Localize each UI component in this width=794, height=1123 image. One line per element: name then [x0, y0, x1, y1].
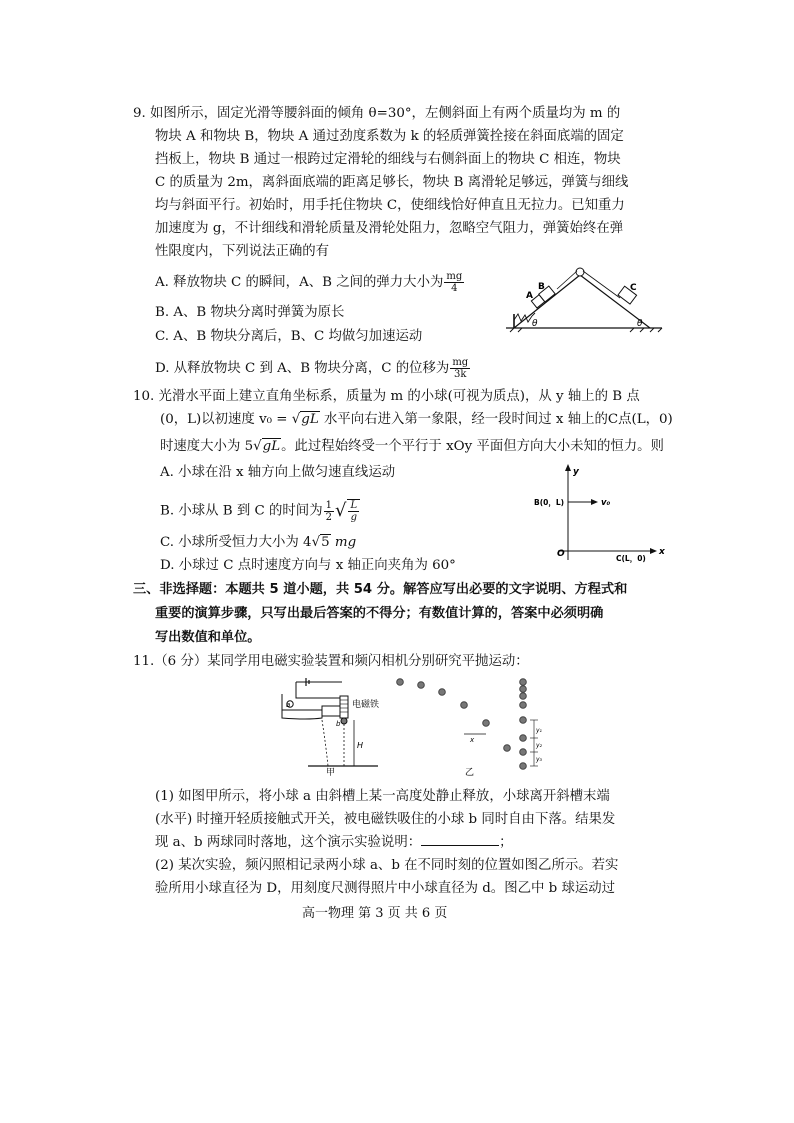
q9-option-d [155, 357, 471, 380]
q11-part1-line-3-text: 现 a、b 两球同时落地，这个演示实验说明： [155, 835, 422, 850]
y-axis-arrow-icon [565, 464, 571, 471]
q9-line-3: 挡板上，物块 B 通过一根跨过定滑轮的细线与右侧斜面上的物块 C 相连，物块 [155, 152, 621, 167]
velocity-arrow-head-icon [591, 499, 598, 505]
ball-b-position [520, 763, 527, 770]
left-slope [514, 275, 580, 328]
label-h: H [357, 741, 364, 750]
ball-b-position [520, 735, 527, 742]
q9-option-d-text: D. 从释放物块 C 到 A、B 物块分离，C 的位移为 [155, 361, 450, 376]
label-point-c: C(L，0) [616, 554, 646, 563]
section-3-line-1: 三、非选择题：本题共 5 道小题，共 54 分。解答应写出必要的文字说明、方程式和 [133, 582, 628, 597]
q10-option-c-a: C. 小球所受恒力大小为 4 [160, 535, 312, 550]
ball-a-position [483, 720, 490, 727]
ball-b-position [520, 693, 527, 700]
q10-option-b-text: B. 小球从 B 到 C 的时间为 [160, 503, 323, 519]
label-x: x [470, 736, 475, 744]
q9-option-c: C. A、B 物块分离后，B、C 均做匀加速运动 [155, 329, 423, 344]
q9-line-1: 9. 如图所示，固定光滑等腰斜面的倾角 θ=30°，左侧斜面上有两个质量均为 m 的 [133, 106, 621, 121]
ball-b-positions [520, 679, 527, 770]
q10-line-1: 10. 光滑水平面上建立直角坐标系，质量为 m 的小球(可视为质点)，从 y 轴上的 B 点 [133, 389, 640, 404]
fraction-numerator: mg [452, 357, 469, 368]
fraction-denominator: 4 [451, 283, 458, 294]
label-y2: y₂ [536, 742, 542, 749]
q9-option-d-fraction [450, 357, 470, 380]
q11-part1-line-2: (水平) 时撞开轻质接触式开关，被电磁铁吸住的小球 b 同时自由下落。结果发 [155, 812, 616, 827]
q9-line-4: C 的质量为 2m，离斜面底端的距离足够长，物块 B 离滑轮足够远，弹簧与细线 [155, 175, 629, 190]
q11-title: 11.（6 分）某同学用电磁实验装置和频闪相机分别研究平抛运动： [133, 654, 529, 669]
q9-option-b: B. A、B 物块分离时弹簧为原长 [155, 305, 345, 320]
q11-figure-jia [278, 676, 392, 776]
ball-a-position [504, 745, 511, 752]
q11-part1-end: ； [499, 835, 513, 850]
ball-a-position [461, 702, 468, 709]
electromagnet [340, 696, 348, 718]
pulley [576, 268, 584, 276]
circuit-wire [296, 682, 342, 698]
q10-option-b [160, 499, 361, 523]
label-x: x [659, 547, 665, 557]
q10-line-3: 时速度大小为 5√gL。此过程始终受一个平行于 xOy 平面但方向大小未知的恒力。则 [160, 439, 664, 454]
label-theta-left: θ [532, 319, 538, 329]
fraction-denominator: 2 [325, 511, 332, 523]
label-electromagnet: 电磁铁 [352, 700, 380, 710]
label-y1: y₁ [536, 727, 542, 734]
page-footer: 高一物理 第 3 页 共 6 页 [302, 906, 448, 921]
q9-incline-figure [500, 262, 668, 334]
label-v0: v₀ [601, 498, 611, 508]
q10-coordinate-figure [528, 462, 668, 566]
q10-option-b-fraction [324, 500, 334, 523]
fraction-denominator: 3k [454, 369, 467, 380]
q10-option-a: A. 小球在沿 x 轴方向上做匀速直线运动 [160, 465, 396, 480]
sqrt-content: 5 [321, 535, 330, 550]
label-theta-right: θ [637, 319, 643, 329]
q10-option-d: D. 小球过 C 点时速度方向与 x 轴正向夹角为 60° [160, 558, 456, 573]
label-yi: 乙 [465, 768, 475, 778]
ball-a-position [439, 689, 446, 696]
fraction-denominator: g [350, 512, 357, 523]
label-b: B [538, 282, 545, 292]
sqrt-content: gL [301, 412, 319, 427]
string-right [583, 271, 620, 298]
ball-b-position [520, 717, 527, 724]
q9-option-a-fraction [444, 271, 464, 294]
ball-a-positions [397, 679, 511, 752]
q11-part1-line-1: (1) 如图甲所示，将小球 a 由斜槽上某一高度处静止释放，小球离开斜槽末端 [155, 789, 610, 804]
q11-part2-line-1: (2) 某次实验，频闪照相记录两小球 a、b 在不同时刻的位置如图乙所示。若实 [155, 858, 619, 873]
label-y3: y₃ [536, 756, 542, 763]
q9-line-5: 均与斜面平行。初始时，用手托住物块 C，使细线恰好伸直且无拉力。已知重力 [155, 198, 625, 213]
switch-box [322, 706, 342, 716]
q11-figure-yi [392, 676, 548, 778]
section-3-line-2: 重要的演算步骤，只写出最后答案的不得分；有数值计算的，答案中必须明确 [155, 606, 604, 621]
label-y: y [573, 467, 579, 477]
label-jia: 甲 [326, 768, 336, 776]
label-b: b [336, 720, 341, 728]
q10-line-2: (0，L)以初速度 v₀ = √gL 水平向右进入第一象限，经一段时间过 x 轴上的C点(L，0) [160, 412, 673, 427]
sqrt-content: gL [262, 439, 281, 454]
fraction-numerator: L [350, 500, 358, 511]
q10-option-c-b: mg [330, 535, 357, 550]
q9-line-2: 物块 A 和物块 B，物块 A 通过劲度系数为 k 的轻质弹簧拴接在斜面底端的固定 [155, 129, 624, 144]
q10-line-2-b: 水平向右进入第一象限，经一段时间过 x 轴上的C点(L，0) [319, 412, 673, 427]
ball-b-position [520, 702, 527, 709]
q9-line-6: 加速度为 g，不计细线和滑轮质量及滑轮处阻力，忽略空气阻力，弹簧始终在弹 [155, 221, 624, 236]
sqrt-sign: √ [334, 500, 347, 521]
label-origin: O [557, 549, 565, 559]
q11-part1-line-3 [155, 833, 513, 853]
q9-option-a-text: A. 释放物块 C 的瞬间，A、B 之间的弹力大小为 [155, 275, 444, 290]
q9-option-a [155, 271, 465, 294]
ball-a-position [397, 679, 404, 686]
ball-b-position [520, 679, 527, 686]
q11-part2-line-2: 验所用小球直径为 D，用刻度尺测得照片中小球直径为 d。图乙中 b 球运动过 [155, 881, 616, 896]
q10-line-3-a: 时速度大小为 5 [160, 439, 254, 454]
q10-line-2-a: (0，L)以初速度 v₀ = [160, 412, 292, 427]
ball-a-position [418, 682, 425, 689]
q10-line-3-b: 。此过程始终受一个平行于 xOy 平面但方向大小未知的恒力。则 [281, 439, 664, 454]
fraction-numerator: mg [446, 271, 463, 282]
label-a: a [286, 701, 291, 709]
ball-b-position [520, 686, 527, 693]
label-point-b: B(0，L) [534, 498, 565, 507]
q9-line-7: 性限度内，下列说法正确的有 [155, 244, 330, 259]
label-c: C [630, 283, 637, 293]
x-axis-arrow-icon [650, 548, 657, 554]
ball-b [341, 718, 347, 724]
label-a: A [526, 291, 533, 301]
section-3-line-3: 写出数值和单位。 [155, 630, 261, 645]
q10-option-b-sqrt-fraction [347, 499, 360, 523]
q10-option-c: C. 小球所受恒力大小为 4√5 mg [160, 535, 357, 550]
answer-blank[interactable] [421, 833, 499, 846]
ball-b-position [520, 749, 527, 756]
trajectory-a [322, 720, 328, 766]
fraction-numerator: 1 [325, 499, 332, 511]
